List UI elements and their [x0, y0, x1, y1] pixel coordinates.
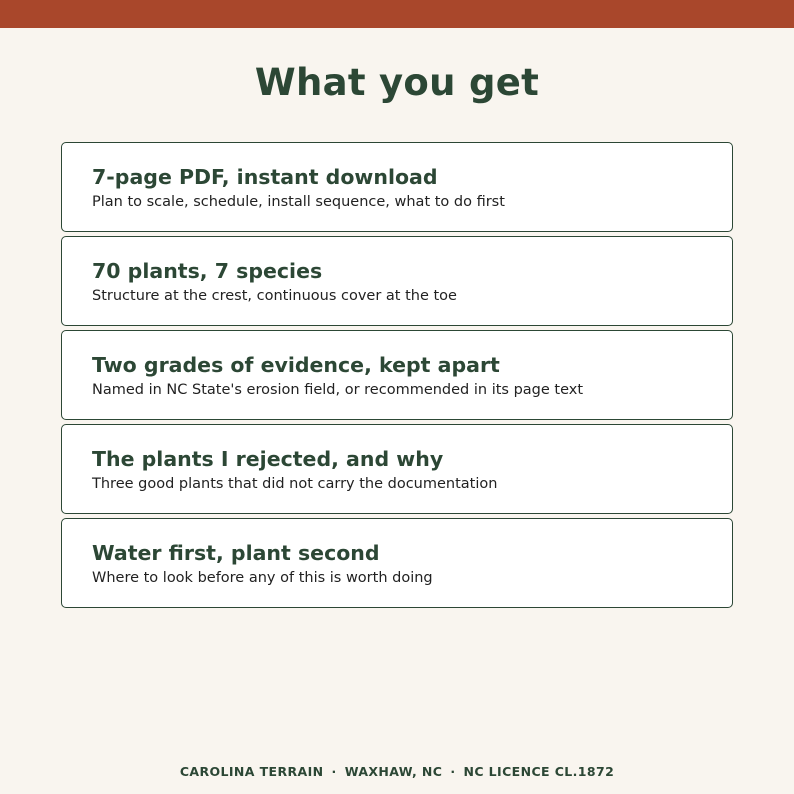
feature-description: Where to look before any of this is worth doing	[92, 570, 433, 586]
feature-title: The plants I rejected, and why	[92, 447, 444, 471]
footer-separator: ·	[331, 764, 337, 779]
feature-title: Water first, plant second	[92, 541, 380, 565]
feature-list	[61, 142, 733, 612]
footer-company: CAROLINA TERRAIN	[179, 764, 324, 779]
page-title: What you get	[254, 61, 540, 104]
feature-card	[61, 330, 733, 420]
footer	[0, 762, 794, 782]
feature-description: Three good plants that did not carry the documentation	[92, 476, 498, 492]
feature-card	[61, 518, 733, 608]
footer-separator: ·	[450, 764, 456, 779]
feature-description: Structure at the crest, continuous cover at the toe	[92, 288, 457, 304]
feature-card	[61, 424, 733, 514]
footer-licence: NC LICENCE CL.1872	[463, 764, 615, 779]
top-accent-bar	[0, 0, 794, 28]
feature-card	[61, 236, 733, 326]
feature-description: Plan to scale, schedule, install sequence, what to do first	[92, 194, 505, 210]
feature-card	[61, 142, 733, 232]
feature-title: 70 plants, 7 species	[92, 259, 323, 283]
feature-description: Named in NC State's erosion field, or recommended in its page text	[92, 382, 584, 398]
feature-title: 7-page PDF, instant download	[92, 165, 438, 189]
footer-location: WAXHAW, NC	[344, 764, 443, 779]
feature-title: Two grades of evidence, kept apart	[92, 353, 500, 377]
